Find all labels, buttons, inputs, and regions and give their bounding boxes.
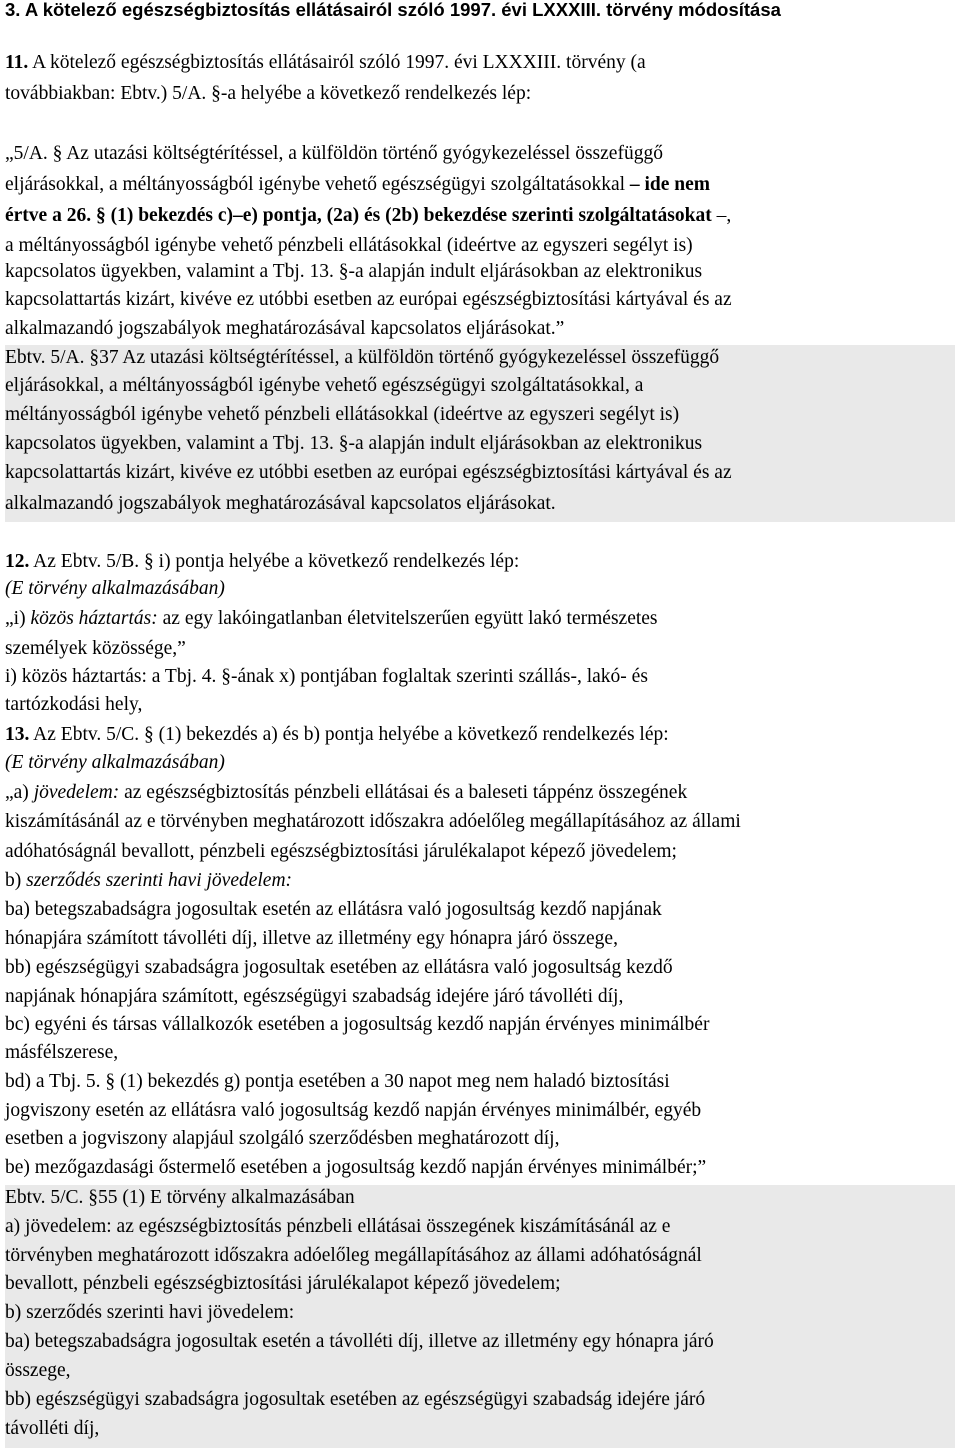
text-span: –, (716, 205, 732, 226)
paragraph-13-line-2: (E törvény alkalmazásában) (5, 752, 225, 773)
existing-5c-line: Ebtv. 5/C. §55 (1) E törvény alkalmazásában (5, 1187, 355, 1208)
quote-5c-line: jogviszony esetén az ellátásra való jogosultság kezdő napján érvényes minimálbér, egyéb (5, 1100, 702, 1121)
existing-5a-line: méltányosságból igénybe vehető pénzbeli ellátásokkal (ideértve az egyszeri segélyt is) (5, 404, 680, 425)
quote-5c-line: bd) a Tbj. 5. § (1) bekezdés g) pontja esetében a 30 napot meg nem haladó biztosítási (5, 1071, 670, 1092)
bold-span: értve a 26. § (1) bekezdés c)–e) pontja, (2a) és (2b) bekezdése szerinti szolgáltatásokat (5, 205, 717, 226)
italic-span: közös háztartás: (30, 608, 158, 629)
text-span: Az Ebtv. 5/C. § (1) bekezdés a) és b) pontja helyébe a következő rendelkezés lép: (29, 724, 669, 745)
text-span: A kötelező egészségbiztosítás ellátásairól szóló 1997. évi LXXXIII. törvény (a (28, 52, 646, 73)
quote-5a-line: kapcsolattartás kizárt, kivéve ez utóbbi esetben az európai egészségbiztosítási kártyával és az (5, 289, 732, 310)
existing-5c-line: b) szerződés szerinti havi jövedelem: (5, 1302, 295, 1323)
quote-5a-line (5, 173, 710, 197)
quote-5b-line: személyek közössége,” (5, 638, 186, 659)
quote-5c-line: másfélszerese, (5, 1042, 119, 1063)
existing-5c-line: ba) betegszabadságra jogosultak esetén a távolléti díj, illetve az illetmény egy hónapra járó (5, 1331, 714, 1352)
paragraph-11-line-2: továbbiakban: Ebtv.) 5/A. §-a helyébe a következő rendelkezés lép: (5, 83, 532, 104)
existing-5a-line: kapcsolattartás kizárt, kivéve ez utóbbi esetben az európai egészségbiztosítási kártyával és az (5, 462, 732, 483)
quote-5a-line: alkalmazandó jogszabályok meghatározásával kapcsolatos eljárásokat.” (5, 318, 565, 339)
section-number: 11. (5, 52, 29, 73)
existing-5c-line: a) jövedelem: az egészségbiztosítás pénzbeli ellátásai összegének kiszámításánál az e (5, 1216, 671, 1237)
existing-5c-line: törvényben meghatározott időszakra adóelőleg megállapításához az állami adóhatóságnál (5, 1245, 702, 1266)
text-span: Az Ebtv. 5/B. § i) pontja helyébe a következő rendelkezés lép: (29, 551, 520, 572)
paragraph-12-line-2: (E törvény alkalmazásában) (5, 578, 225, 599)
quote-5c-line: bc) egyéni és társas vállalkozók esetében a jogosultság kezdő napján érvényes minimálbér (5, 1014, 710, 1035)
quote-5c-line: napjának hónapjára számított, egészségügyi szabadság idejére járó távolléti díj, (5, 986, 624, 1007)
quote-5c-line (5, 869, 292, 893)
existing-5a-line: kapcsolatos ügyekben, valamint a Tbj. 13. §-a alapján indult eljárásokban az elektronikus (5, 433, 703, 454)
quote-5c-line: ba) betegszabadságra jogosultak esetén az ellátásra való jogosultság kezdő napjának (5, 899, 662, 920)
quote-5c-line: be) mezőgazdasági őstermelő esetében a jogosultság kezdő napján érvényes minimálbér;” (5, 1157, 707, 1178)
existing-5a-line: alkalmazandó jogszabályok meghatározásával kapcsolatos eljárásokat. (5, 493, 556, 514)
section-number: 13. (5, 724, 30, 745)
paragraph-11-line-1 (5, 51, 646, 75)
quote-5a-line (5, 204, 731, 228)
existing-5c-line: bb) egészségügyi szabadságra jogosultak esetében az egészségügyi szabadság idejére járó (5, 1389, 706, 1410)
text-span: „a) (5, 782, 34, 803)
text-span: eljárásokkal, a méltányosságból igénybe vehető egészségügyi szolgáltatásokkal (5, 174, 630, 195)
text-span: az egészségbiztosítás pénzbeli ellátásai és a baleseti táppénz összegének (119, 782, 688, 803)
quote-5c-line: esetben a jogviszony alapjául szolgáló szerződésben meghatározott díj, (5, 1128, 560, 1149)
text-span: „i) (5, 608, 31, 629)
paragraph-12-line-1 (5, 550, 519, 574)
section-heading: 3. A kötelező egészségbiztosítás ellátásairól szóló 1997. évi LXXXIII. törvény módosítása (5, 0, 781, 20)
text-span: b) (5, 870, 27, 891)
existing-5a-line: Ebtv. 5/A. §37 Az utazási költségtérítéssel, a külföldön történő gyógykezeléssel összefüggő (5, 347, 720, 368)
existing-5c-line: bevallott, pénzbeli egészségbiztosítási járulékalapot képező jövedelem; (5, 1273, 561, 1294)
bold-span: – ide nem (629, 174, 711, 195)
existing-5b-line: tartózkodási hely, (5, 694, 143, 715)
quote-5c-line (5, 781, 687, 805)
quote-5a-line: „5/A. § Az utazási költségtérítéssel, a külföldön történő gyógykezeléssel összefüggő (5, 143, 663, 164)
quote-5b-line (5, 607, 658, 631)
italic-span: jövedelem: (33, 782, 120, 803)
quote-5c-line: adóhatóságnál bevallott, pénzbeli egészségbiztosítási járulékalapot képező jövedelem; (5, 841, 677, 862)
quote-5c-line: kiszámításánál az e törvényben meghatározott időszakra adóelőleg megállapításához az állami (5, 811, 741, 832)
existing-5a-line: eljárásokkal, a méltányosságból igénybe vehető egészségügyi szolgáltatásokkal, a (5, 375, 644, 396)
quote-5c-line: bb) egészségügyi szabadságra jogosultak esetében az ellátásra való jogosultság kezdő (5, 957, 673, 978)
existing-5c-line: távolléti díj, (5, 1418, 100, 1439)
quote-5a-line: kapcsolatos ügyekben, valamint a Tbj. 13. §-a alapján indult eljárásokban az elektronikus (5, 261, 703, 282)
section-number: 12. (5, 551, 30, 572)
existing-5c-line: összege, (5, 1360, 71, 1381)
quote-5c-line: hónapjára számított távolléti díj, illetve az illetmény egy hónapra járó összege, (5, 928, 618, 949)
quote-5a-line: a méltányosságból igénybe vehető pénzbeli ellátásokkal (ideértve az egyszeri segélyt is) (5, 235, 693, 256)
text-span: az egy lakóingatlanban életvitelszerűen együtt lakó természetes (157, 608, 658, 629)
italic-span: szerződés szerinti havi jövedelem: (26, 870, 293, 891)
paragraph-13-line-1 (5, 723, 669, 747)
existing-5b-line: i) közös háztartás: a Tbj. 4. §-ának x) pontjában foglaltak szerinti szállás-, lakó- és (5, 666, 648, 687)
